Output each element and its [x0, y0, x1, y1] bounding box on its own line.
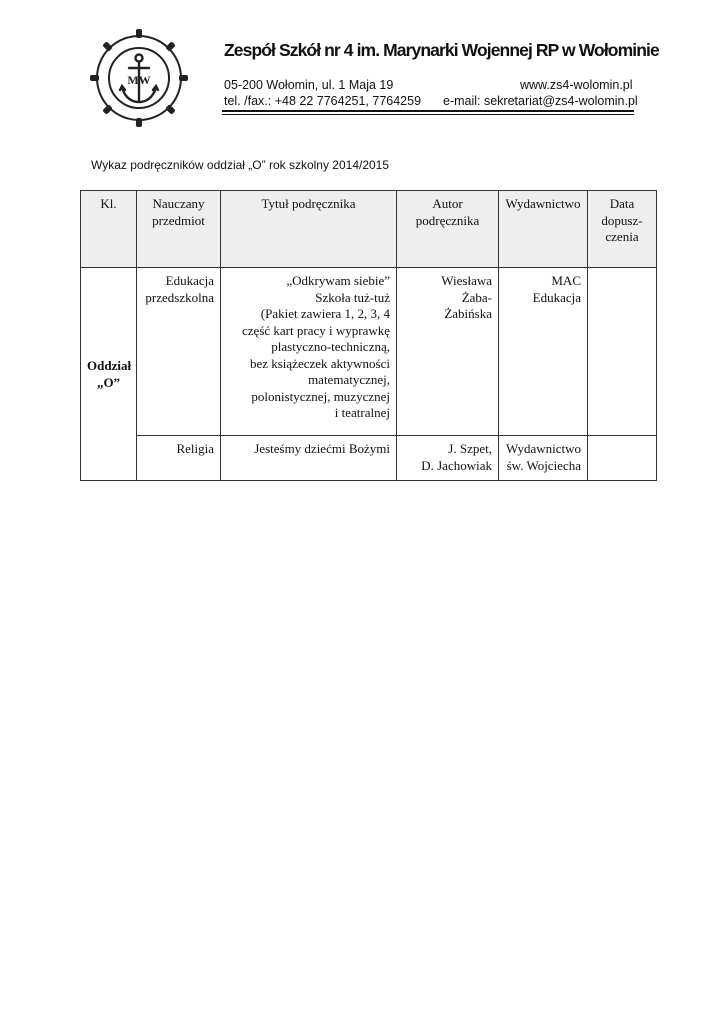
author-cell: J. Szpet, D. Jachowiak — [397, 436, 499, 481]
publisher-cell: Wydawnictwo św. Wojciecha — [499, 436, 588, 481]
column-header-author: Autor podręcznika — [397, 191, 499, 268]
table-row — [81, 268, 657, 436]
author-cell: Wiesława Żaba- Żabińska — [397, 268, 499, 436]
school-website[interactable]: www.zs4-wolomin.pl — [520, 78, 633, 92]
school-logo — [87, 26, 191, 130]
table-header-row — [81, 191, 657, 268]
subject-cell: Edukacja przedszkolna — [137, 268, 221, 436]
column-header-publisher: Wydawnictwo — [499, 191, 588, 268]
column-header-class: Kl. — [81, 191, 137, 268]
list-title: Wykaz podręczników oddział „O” rok szkolny 2014/2015 — [91, 158, 390, 172]
column-header-title: Tytuł podręcznika — [221, 191, 397, 268]
textbook-table — [80, 190, 657, 481]
publisher-cell: MAC Edukacja — [499, 268, 588, 436]
school-name: Zespół Szkół nr 4 im. Marynarki Wojennej RP w Wołominie — [224, 40, 659, 60]
column-header-approval-date: Data dopusz- czenia — [588, 191, 657, 268]
header-divider — [222, 110, 634, 112]
column-header-subject: Nauczany przedmiot — [137, 191, 221, 268]
approval-date-cell — [588, 268, 657, 436]
school-address: 05-200 Wołomin, ul. 1 Maja 19 — [224, 78, 394, 92]
school-email[interactable]: e-mail: sekretariat@zs4-wolomin.pl — [443, 94, 638, 108]
table-row — [81, 436, 657, 481]
class-label-cell: Oddział „O” — [81, 268, 137, 481]
approval-date-cell — [588, 436, 657, 481]
title-cell: „Odkrywam siebie” Szkoła tuż-tuż (Pakiet zawiera 1, 2, 3, 4 część kart pracy i wyprawkę plastyczno-techniczną, bez książeczek aktywności matematycznej, polonistycznej, muzycznej i teatralnej — [221, 268, 397, 436]
subject-cell: Religia — [137, 436, 221, 481]
title-cell: Jesteśmy dziećmi Bożymi — [221, 436, 397, 481]
school-phone: tel. /fax.: +48 22 7764251, 7764259 — [224, 94, 422, 108]
logo-monogram: MW — [127, 73, 151, 87]
header-divider-thin — [222, 114, 634, 115]
